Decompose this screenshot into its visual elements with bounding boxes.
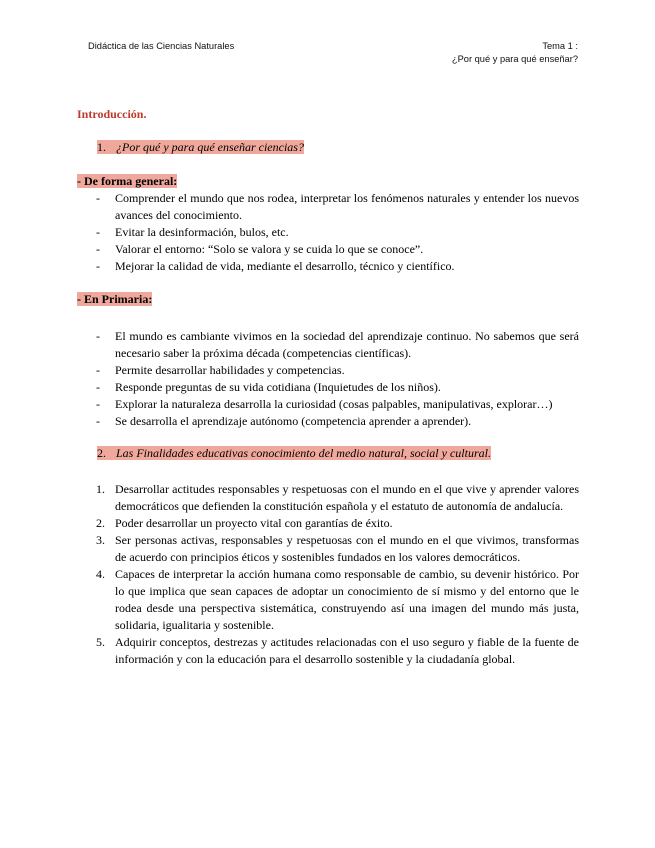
bullet-dash: -	[96, 380, 100, 394]
list-item: - Mejorar la calidad de vida, mediante el desarrollo, técnico y científico.	[96, 259, 455, 273]
primaria-list	[77, 328, 579, 430]
bullet-dash: -	[96, 397, 100, 411]
section-1-heading	[77, 139, 579, 157]
primaria-heading: - En Primaria:	[77, 292, 153, 306]
list-item: - Evitar la desinformación, bulos, etc.	[96, 225, 289, 239]
section-1-number: 1.	[97, 140, 106, 154]
finalidades-list	[77, 481, 579, 668]
list-item: - El mundo es cambiante vivimos en la sociedad del aprendizaje continuo. No sabemos que será necesario saber la próxima década (competencias científicas).	[96, 329, 579, 360]
bullet-dash: -	[96, 414, 100, 428]
section-2-highlight	[97, 446, 491, 460]
item-number: 1.	[96, 482, 105, 496]
header-topic	[452, 40, 578, 66]
section-2-wrapper	[77, 445, 579, 463]
header-topic-number: Tema 1 :	[542, 41, 578, 51]
list-item: 3. Ser personas activas, responsables y respetuosas con el mundo en el que vivimos, transformas de acuerdo con principios éticos y sostenibles fundados en los valores democráticos.	[96, 533, 579, 564]
bullet-dash: -	[96, 329, 100, 343]
item-number: 3.	[96, 533, 105, 547]
bullet-dash: -	[96, 225, 100, 239]
list-item: - Explorar la naturaleza desarrolla la curiosidad (cosas palpables, manipulativas, explorar…)	[96, 397, 553, 411]
list-item: - Se desarrolla el aprendizaje autónomo (competencia aprender a aprender).	[96, 414, 472, 428]
list-item: - Responde preguntas de su vida cotidiana (Inquietudes de los niños).	[96, 380, 441, 394]
section-1-highlight	[97, 140, 304, 154]
list-item: - Comprender el mundo que nos rodea, interpretar los fenómenos naturales y entender los nuevos avances del conocimiento.	[96, 191, 579, 222]
section-1-title: ¿Por qué y para qué enseñar ciencias?	[116, 140, 304, 154]
header-topic-title: ¿Por qué y para qué enseñar?	[451, 54, 578, 64]
header-course-title: Didáctica de las Ciencias Naturales	[88, 41, 235, 51]
list-item: 2. Poder desarrollar un proyecto vital con garantías de éxito.	[96, 516, 393, 530]
section-2-heading	[77, 445, 579, 463]
general-heading: - De forma general:	[77, 174, 178, 188]
general-list	[77, 190, 579, 275]
item-number: 5.	[96, 635, 105, 649]
document-body	[77, 106, 579, 668]
list-item: - Valorar el entorno: “Solo se valora y se cuida lo que se conoce”.	[96, 242, 424, 256]
intro-heading: Introducción.	[77, 107, 147, 121]
item-number: 2.	[96, 516, 105, 530]
bullet-dash: -	[96, 259, 100, 273]
list-item: - Permite desarrollar habilidades y competencias.	[96, 363, 345, 377]
bullet-dash: -	[96, 242, 100, 256]
section-2-title: Las Finalidades educativas conocimiento del medio natural, social y cultural.	[116, 446, 491, 460]
list-item: 4. Capaces de interpretar la acción humana como responsable de cambio, su devenir histórico. Por lo que implica que sean capaces de adoptar un conocimiento de sí mismo y del entorno que le rodea desde una perspectiva sistemática, construyendo así una imagen del mundo más justa, solidaria, igualitaria y sostenible.	[96, 567, 579, 632]
list-item: 5. Adquirir conceptos, destrezas y actitudes relacionadas con el uso seguro y fiable de la fuente de información y con la educación para el desarrollo sostenible y la ciudadanía global.	[96, 635, 579, 666]
bullet-dash: -	[96, 363, 100, 377]
item-number: 4.	[96, 567, 105, 581]
section-2-number: 2.	[97, 446, 106, 460]
list-item: 1. Desarrollar actitudes responsables y respetuosas con el mundo en el que vive y aprender valores democráticos que defienden la constitución española y el estatuto de autonomía de andalucía.	[96, 482, 579, 513]
bullet-dash: -	[96, 191, 100, 205]
